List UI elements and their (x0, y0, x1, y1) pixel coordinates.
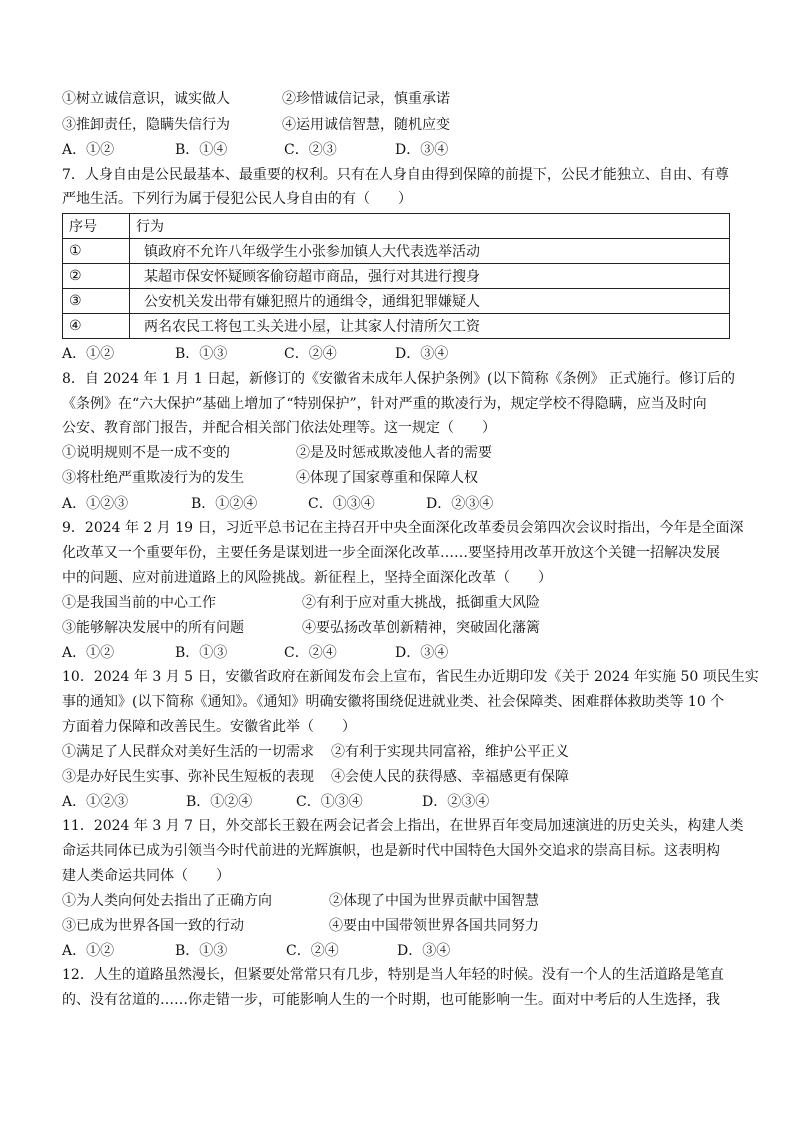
q11-choice-a: A．①② (62, 943, 115, 959)
table-header-row (63, 214, 730, 239)
q10-option-4: ④会使人民的获得感、幸福感更有保障 (331, 769, 569, 785)
q8-option-4: ④体现了国家尊重和保障人权 (296, 470, 478, 486)
q9-option-3: ③能够解决发展中的所有问题 (62, 620, 244, 636)
q9-choice-a: A．①② (62, 645, 115, 661)
q11-stem-line-3: 建人类命运共同体（ ） (62, 868, 230, 884)
q6-option-1: ①树立诚信意识，诚实做人 (62, 91, 230, 107)
q11-option-2: ②体现了中国为世界贡献中国智慧 (329, 893, 539, 909)
q9-choice-d: D．③④ (395, 645, 449, 661)
q9-stem-line-3: 中的问题、应对前进道路上的风险挑战。新征程上，坚持全面深化改革（ ） (62, 570, 552, 586)
q11-option-3: ③已成为世界各国一致的行动 (62, 918, 244, 934)
table-row (63, 314, 730, 339)
q9-choice-b: B．①③ (175, 645, 228, 661)
q7-choice-c: C．②④ (284, 346, 337, 362)
q6-choice-a: A．①② (62, 142, 115, 158)
q8-stem-line-1: 8．自 2024 年 1 月 1 日起，新修订的《安徽省未成年人保护条例》(以下简称《条例》 正式施行。修订后的 (62, 371, 735, 387)
q8-option-1: ①说明规则不是一成不变的 (62, 445, 230, 461)
q7-stem-line-1: 7．人身自由是公民最基本、最重要的权利。只有在人身自由得到保障的前提下，公民才能独立、自由、有尊 (62, 167, 729, 183)
q7-behavior-table (62, 213, 730, 339)
table-header-number: 序号 (63, 214, 130, 239)
q11-option-4: ④要由中国带领世界各国共同努力 (329, 918, 539, 934)
row-number: ③ (63, 289, 130, 314)
q10-choice-c: C．①③④ (296, 794, 363, 810)
q6-choice-b: B．①④ (175, 142, 228, 158)
q6-option-2: ②珍惜诚信记录，慎重承诺 (282, 91, 450, 107)
q11-choice-c: C．②④ (286, 943, 339, 959)
q6-option-3: ③推卸责任，隐瞒失信行为 (62, 117, 230, 133)
q10-stem-line-1: 10．2024 年 3 月 5 日，安徽省政府在新闻发布会上宣布，省民生办近期印发《关于 2024 年实施 50 项民生实 (62, 669, 759, 685)
q12-stem-line-1: 12．人生的道路虽然漫长，但紧要处常常只有几步，特别是当人年轻的时候。没有一个人的生活道路是笔直 (62, 967, 724, 983)
q7-stem-line-2: 严地生活。下列行为属于侵犯公民人身自由的有（ ） (62, 191, 412, 207)
q8-option-3: ③将杜绝严重欺凌行为的发生 (62, 470, 244, 486)
q8-choice-d: D．②③④ (426, 496, 494, 512)
q11-choice-b: B．①③ (175, 943, 228, 959)
q9-option-4: ④要弘扬改革创新精神，突破固化藩篱 (302, 620, 540, 636)
table-row (63, 264, 730, 289)
table-header-behavior: 行为 (130, 214, 730, 239)
q11-stem-line-1: 11．2024 年 3 月 7 日，外交部长王毅在两会记者会上指出，在世界百年变局加速演进的历史关头，构建人类 (62, 818, 744, 834)
q9-option-2: ②有利于应对重大挑战，抵御重大风险 (302, 595, 540, 611)
q10-option-2: ②有利于实现共同富裕，维护公平正义 (331, 744, 569, 760)
q10-choice-b: B．①②④ (186, 794, 253, 810)
q8-choice-b: B．①②④ (191, 496, 258, 512)
q10-choice-d: D．②③④ (422, 794, 490, 810)
q6-choice-d: D．③④ (395, 142, 449, 158)
row-behavior: 两名农民工将包工头关进小屋，让其家人付清所欠工资 (130, 314, 730, 339)
row-number: ① (63, 239, 130, 264)
q12-stem-line-2: 的、没有岔道的……你走错一步，可能影响人生的一个时期，也可能影响一生。面对中考后的人生选择，我 (62, 992, 720, 1008)
q11-option-1: ①为人类向何处去指出了正确方向 (62, 893, 272, 909)
q8-stem-line-2: 《条例》在“六大保护”基础上增加了“特别保护”，针对严重的欺凌行为，规定学校不得隐瞒，应当及时向 (62, 396, 707, 412)
table-row (63, 239, 730, 264)
q9-stem-line-1: 9．2024 年 2 月 19 日，习近平总书记在主持召开中央全面深化改革委员会第四次会议时指出，今年是全面深 (62, 520, 744, 536)
q10-stem-line-2: 事的通知》(以下简称《通知》。《通知》明确安徽将围绕促进就业类、社会保障类、困难群体救助类等 10 个 (62, 694, 725, 710)
q7-choice-b: B．①③ (175, 346, 228, 362)
q9-choice-c: C．②④ (284, 645, 337, 661)
q10-option-1: ①满足了人民群众对美好生活的一切需求 (62, 744, 314, 760)
q6-choice-c: C．②③ (284, 142, 337, 158)
q8-option-2: ②是及时惩戒欺凌他人者的需要 (296, 445, 492, 461)
q8-choice-c: C．①③④ (308, 496, 375, 512)
table-row (63, 289, 730, 314)
row-behavior: 某超市保安怀疑顾客偷窃超市商品，强行对其进行搜身 (130, 264, 730, 289)
q10-option-3: ③是办好民生实事、弥补民生短板的表现 (62, 769, 314, 785)
q6-option-4: ④运用诚信智慧，随机应变 (282, 117, 450, 133)
row-number: ② (63, 264, 130, 289)
q10-choice-a: A．①②③ (62, 794, 129, 810)
q7-choice-d: D．③④ (395, 346, 449, 362)
q11-stem-line-2: 命运共同体已成为引领当今时代前进的光辉旗帜，也是新时代中国特色大国外交追求的崇高目标。这表明构 (62, 843, 720, 859)
row-behavior: 镇政府不允许八年级学生小张参加镇人大代表选举活动 (130, 239, 730, 264)
q8-choice-a: A．①②③ (62, 496, 129, 512)
q8-stem-line-3: 公安、教育部门报告，并配合相关部门依法处理等。这一规定（ ） (62, 420, 496, 436)
q9-option-1: ①是我国当前的中心工作 (62, 595, 216, 611)
row-number: ④ (63, 314, 130, 339)
q11-choice-d: D．③④ (397, 943, 451, 959)
q9-stem-line-2: 化改革又一个重要年份，主要任务是谋划进一步全面深化改革……要坚持用改革开放这个关键一招解决发展 (62, 545, 720, 561)
row-behavior: 公安机关发出带有嫌犯照片的通缉令，通缉犯罪嫌疑人 (130, 289, 730, 314)
q10-stem-line-3: 方面着力保障和改善民生。安徽省此举（ ） (62, 719, 356, 735)
q7-choice-a: A．①② (62, 346, 115, 362)
